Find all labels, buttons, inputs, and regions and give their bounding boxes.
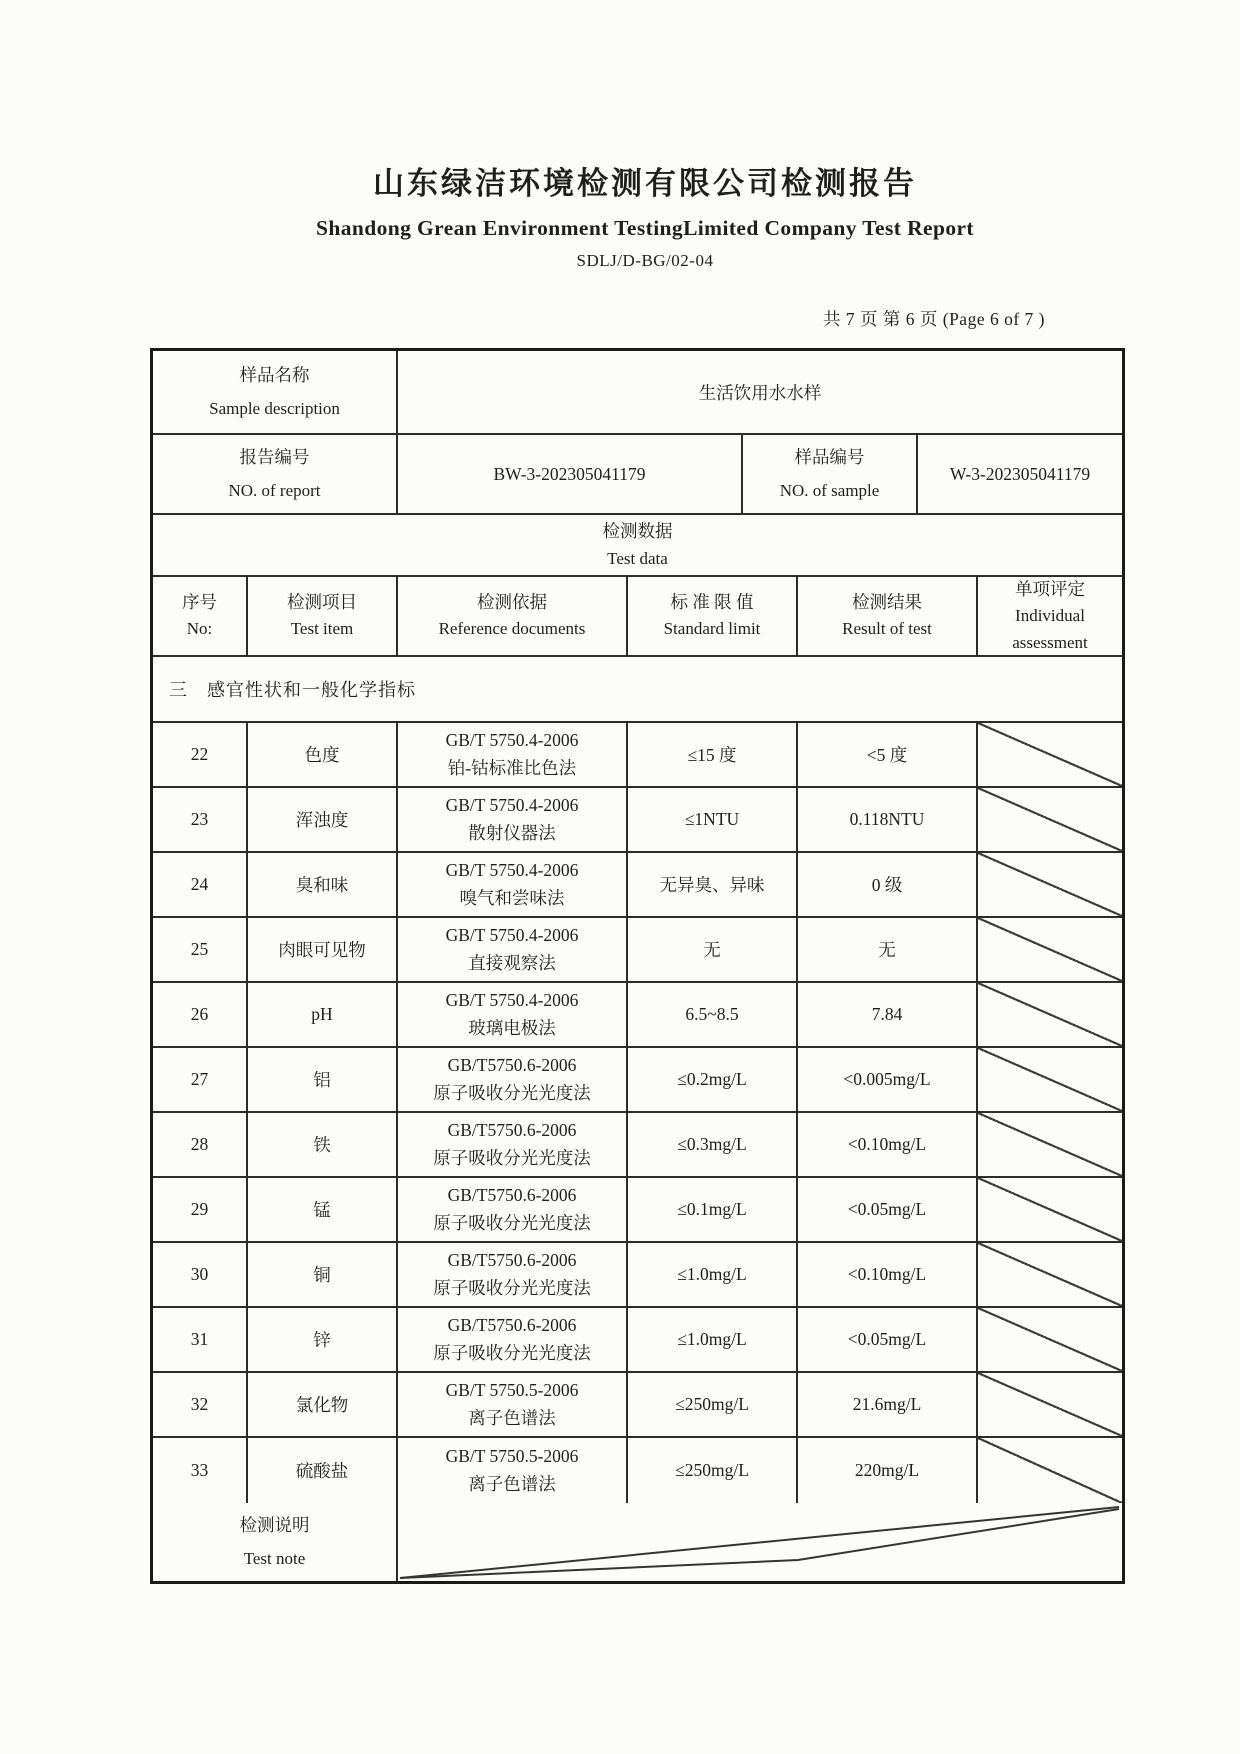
reference-method-text: 原子吸收分光光度法 xyxy=(433,1212,591,1233)
reference-method-text: 嗅气和尝味法 xyxy=(459,887,565,908)
row-no-text: 32 xyxy=(190,1394,209,1414)
reference-documents-cell xyxy=(398,1178,628,1241)
individual-assessment-cell xyxy=(978,723,1122,786)
test-item-cell xyxy=(248,1438,398,1503)
test-result-cell xyxy=(798,1438,978,1503)
reference-standard-text: GB/T5750.6-2006 xyxy=(447,1120,577,1141)
row-no-cell xyxy=(153,918,248,981)
sample-no-label-cell xyxy=(743,435,918,513)
test-item-text: pH xyxy=(311,1004,333,1024)
col-assess-en1: Individual xyxy=(1015,606,1085,626)
section-title: 三 感官性状和一般化学指标 xyxy=(169,680,416,700)
test-item-text: 肉眼可见物 xyxy=(278,940,366,960)
col-limit-en: Standard limit xyxy=(663,619,761,639)
standard-limit-cell xyxy=(628,918,798,981)
table-row xyxy=(153,1243,1122,1308)
test-item-cell xyxy=(248,723,398,786)
standard-limit-text: ≤1.0mg/L xyxy=(677,1329,747,1349)
test-result-text: 220mg/L xyxy=(854,1460,920,1480)
test-result-cell xyxy=(798,1308,978,1371)
test-item-cell xyxy=(248,1113,398,1176)
standard-limit-text: ≤250mg/L xyxy=(675,1394,749,1414)
test-item-cell xyxy=(248,1243,398,1306)
col-ref-cn: 检测依据 xyxy=(477,592,547,613)
table-row xyxy=(153,1308,1122,1373)
test-item-cell xyxy=(248,918,398,981)
test-item-cell xyxy=(248,1048,398,1111)
standard-limit-text: 6.5~8.5 xyxy=(685,1004,739,1024)
col-no-en: No: xyxy=(186,619,213,639)
test-note-label-cell xyxy=(153,1503,398,1581)
individual-assessment-cell xyxy=(978,1373,1122,1436)
test-item-text: 锌 xyxy=(313,1330,331,1350)
standard-limit-cell xyxy=(628,788,798,851)
table-row xyxy=(153,918,1122,983)
sample-no-label-en: NO. of sample xyxy=(779,481,880,501)
test-result-text: 0.118NTU xyxy=(849,809,925,829)
reference-standard-text: GB/T 5750.4-2006 xyxy=(445,860,579,881)
reference-method-text: 原子吸收分光光度法 xyxy=(433,1147,591,1168)
col-header-assessment xyxy=(978,577,1122,655)
test-item-text: 铜 xyxy=(313,1265,331,1285)
row-no-cell xyxy=(153,1373,248,1436)
standard-limit-cell xyxy=(628,1373,798,1436)
col-item-cn: 检测项目 xyxy=(287,592,357,613)
table-row xyxy=(153,1438,1122,1503)
individual-assessment-cell xyxy=(978,1438,1122,1503)
col-assess-cn: 单项评定 xyxy=(1015,579,1085,600)
test-note-row xyxy=(153,1503,1122,1581)
table-row xyxy=(153,1113,1122,1178)
reference-documents-cell xyxy=(398,1048,628,1111)
standard-limit-cell xyxy=(628,1113,798,1176)
report-title-en: Shandong Grean Environment TestingLimited Company Test Report xyxy=(316,216,974,240)
test-result-text: <5 度 xyxy=(866,745,908,765)
standard-limit-text: 无异臭、异味 xyxy=(659,875,765,895)
row-no-text: 24 xyxy=(190,874,209,894)
section-row xyxy=(153,657,1122,723)
test-result-text: 7.84 xyxy=(871,1004,903,1024)
col-ref-en: Reference documents xyxy=(438,619,586,639)
sample-description-label-cell xyxy=(153,351,398,433)
sample-no-value-cell xyxy=(918,435,1122,513)
reference-documents-cell xyxy=(398,1243,628,1306)
table-row xyxy=(153,1048,1122,1113)
document-code: SDLJ/D-BG/02-04 xyxy=(576,251,714,270)
test-report-table xyxy=(150,348,1125,1584)
row-no-cell xyxy=(153,788,248,851)
test-result-cell xyxy=(798,853,978,916)
standard-limit-text: 无 xyxy=(703,940,721,960)
standard-limit-text: ≤0.1mg/L xyxy=(677,1199,747,1219)
individual-assessment-cell xyxy=(978,788,1122,851)
reference-standard-text: GB/T5750.6-2006 xyxy=(447,1315,577,1336)
section-title-cell xyxy=(153,657,1122,721)
sample-description-row xyxy=(153,351,1122,435)
individual-assessment-cell xyxy=(978,918,1122,981)
test-result-cell xyxy=(798,723,978,786)
table-row xyxy=(153,1373,1122,1438)
col-header-no xyxy=(153,577,248,655)
page-indicator: 共 7 页 第 6 页 (Page 6 of 7 ) xyxy=(823,309,1045,329)
sample-description-label-en: Sample description xyxy=(209,399,340,419)
standard-limit-text: ≤1NTU xyxy=(684,809,740,829)
col-header-result xyxy=(798,577,978,655)
reference-standard-text: GB/T 5750.5-2006 xyxy=(445,1446,579,1467)
reference-standard-text: GB/T 5750.4-2006 xyxy=(445,990,579,1011)
reference-method-text: 离子色谱法 xyxy=(468,1407,556,1428)
row-no-cell xyxy=(153,1048,248,1111)
col-result-en: Result of test xyxy=(842,619,932,639)
col-header-reference xyxy=(398,577,628,655)
individual-assessment-cell xyxy=(978,1113,1122,1176)
row-no-cell xyxy=(153,1178,248,1241)
reference-documents-cell xyxy=(398,1438,628,1503)
test-note-label-en: Test note xyxy=(243,1549,306,1569)
row-no-text: 27 xyxy=(190,1069,209,1089)
row-no-text: 26 xyxy=(190,1004,209,1024)
reference-documents-cell xyxy=(398,983,628,1046)
individual-assessment-cell xyxy=(978,1308,1122,1371)
test-result-text: <0.005mg/L xyxy=(843,1069,931,1089)
reference-method-text: 原子吸收分光光度法 xyxy=(433,1082,591,1103)
row-no-text: 23 xyxy=(190,809,209,829)
diagonal-strike-lines xyxy=(398,1503,1122,1581)
reference-documents-cell xyxy=(398,1373,628,1436)
test-data-banner-cell xyxy=(153,515,1122,575)
test-item-cell xyxy=(248,1308,398,1371)
standard-limit-text: ≤250mg/L xyxy=(675,1460,749,1480)
test-result-cell xyxy=(798,1243,978,1306)
standard-limit-cell xyxy=(628,1048,798,1111)
col-header-test-item xyxy=(248,577,398,655)
col-item-en: Test item xyxy=(290,619,354,639)
test-note-value-cell xyxy=(398,1503,1122,1581)
reference-documents-cell xyxy=(398,853,628,916)
reference-documents-cell xyxy=(398,918,628,981)
table-row xyxy=(153,1178,1122,1243)
table-row xyxy=(153,788,1122,853)
test-item-cell xyxy=(248,1373,398,1436)
test-item-cell xyxy=(248,853,398,916)
test-data-label-en: Test data xyxy=(607,549,668,569)
test-item-text: 锰 xyxy=(313,1200,331,1220)
row-no-cell xyxy=(153,983,248,1046)
sample-no-value: W-3-202305041179 xyxy=(949,463,1091,484)
test-result-text: 0 级 xyxy=(871,875,903,895)
report-no-value-cell xyxy=(398,435,743,513)
report-title-cn: 山东绿洁环境检测有限公司检测报告 xyxy=(373,166,917,201)
row-no-cell xyxy=(153,1308,248,1371)
sample-description-value: 生活饮用水水样 xyxy=(698,382,822,403)
reference-method-text: 原子吸收分光光度法 xyxy=(433,1277,591,1298)
reference-documents-cell xyxy=(398,723,628,786)
individual-assessment-cell xyxy=(978,1048,1122,1111)
table-row xyxy=(153,723,1122,788)
reference-method-text: 玻璃电极法 xyxy=(468,1017,556,1038)
row-no-text: 28 xyxy=(190,1134,209,1154)
test-result-text: 21.6mg/L xyxy=(852,1394,922,1414)
test-result-text: <0.10mg/L xyxy=(847,1134,927,1154)
table-row xyxy=(153,983,1122,1048)
reference-standard-text: GB/T 5750.4-2006 xyxy=(445,795,579,816)
standard-limit-text: ≤15 度 xyxy=(687,745,737,765)
test-item-cell xyxy=(248,788,398,851)
standard-limit-cell xyxy=(628,853,798,916)
reference-standard-text: GB/T 5750.5-2006 xyxy=(445,1380,579,1401)
test-result-text: <0.10mg/L xyxy=(847,1264,927,1284)
test-item-text: 铁 xyxy=(313,1135,331,1155)
test-item-cell xyxy=(248,983,398,1046)
report-no-label-en: NO. of report xyxy=(228,481,321,501)
individual-assessment-cell xyxy=(978,983,1122,1046)
row-no-cell xyxy=(153,723,248,786)
row-no-text: 22 xyxy=(190,744,209,764)
row-no-text: 25 xyxy=(190,939,209,959)
report-number-row xyxy=(153,435,1122,515)
reference-standard-text: GB/T 5750.4-2006 xyxy=(445,730,579,751)
standard-limit-cell xyxy=(628,983,798,1046)
test-item-text: 色度 xyxy=(304,745,340,765)
standard-limit-cell xyxy=(628,1308,798,1371)
report-no-label-cell xyxy=(153,435,398,513)
test-item-text: 铝 xyxy=(313,1070,331,1090)
row-no-text: 30 xyxy=(190,1264,209,1284)
col-no-cn: 序号 xyxy=(182,592,217,613)
row-no-cell xyxy=(153,1113,248,1176)
individual-assessment-cell xyxy=(978,1243,1122,1306)
sample-no-label-cn: 样品编号 xyxy=(794,447,865,468)
standard-limit-text: ≤1.0mg/L xyxy=(677,1264,747,1284)
table-row xyxy=(153,853,1122,918)
test-result-cell xyxy=(798,1373,978,1436)
col-assess-en2: assessment xyxy=(1012,632,1088,652)
test-item-cell xyxy=(248,1178,398,1241)
standard-limit-cell xyxy=(628,1438,798,1503)
reference-method-text: 铂-钴标准比色法 xyxy=(447,757,577,778)
sample-description-label-cn: 样品名称 xyxy=(239,365,310,386)
test-item-text: 臭和味 xyxy=(295,875,349,895)
test-note-label-cn: 检测说明 xyxy=(239,1515,310,1536)
test-result-text: <0.05mg/L xyxy=(847,1329,927,1349)
reference-standard-text: GB/T5750.6-2006 xyxy=(447,1055,577,1076)
test-item-text: 浑浊度 xyxy=(295,810,349,830)
row-no-text: 29 xyxy=(190,1199,209,1219)
sample-description-value-cell xyxy=(398,351,1122,433)
test-result-cell xyxy=(798,1113,978,1176)
standard-limit-cell xyxy=(628,723,798,786)
row-no-cell xyxy=(153,853,248,916)
individual-assessment-cell xyxy=(978,853,1122,916)
reference-method-text: 原子吸收分光光度法 xyxy=(433,1342,591,1363)
col-result-cn: 检测结果 xyxy=(852,592,922,613)
data-rows-container xyxy=(153,723,1122,1503)
col-header-standard-limit xyxy=(628,577,798,655)
reference-documents-cell xyxy=(398,1113,628,1176)
reference-documents-cell xyxy=(398,1308,628,1371)
test-result-text: 无 xyxy=(878,940,896,960)
reference-method-text: 散射仪器法 xyxy=(468,822,556,843)
test-data-label-cn: 检测数据 xyxy=(602,521,673,542)
test-result-cell xyxy=(798,983,978,1046)
test-result-cell xyxy=(798,1048,978,1111)
standard-limit-text: ≤0.2mg/L xyxy=(677,1069,747,1089)
col-limit-cn: 标 准 限 值 xyxy=(670,592,754,613)
test-item-text: 氯化物 xyxy=(295,1395,349,1415)
reference-standard-text: GB/T5750.6-2006 xyxy=(447,1250,577,1271)
individual-assessment-cell xyxy=(978,1178,1122,1241)
reference-method-text: 离子色谱法 xyxy=(468,1473,556,1494)
standard-limit-text: ≤0.3mg/L xyxy=(677,1134,747,1154)
standard-limit-cell xyxy=(628,1178,798,1241)
reference-standard-text: GB/T5750.6-2006 xyxy=(447,1185,577,1206)
row-no-text: 33 xyxy=(190,1460,209,1480)
test-result-cell xyxy=(798,788,978,851)
row-no-text: 31 xyxy=(190,1329,209,1349)
report-no-label-cn: 报告编号 xyxy=(239,447,310,468)
report-no-value: BW-3-202305041179 xyxy=(493,463,646,484)
reference-standard-text: GB/T 5750.4-2006 xyxy=(445,925,579,946)
column-header-row xyxy=(153,577,1122,657)
standard-limit-cell xyxy=(628,1243,798,1306)
test-data-banner-row xyxy=(153,515,1122,577)
row-no-cell xyxy=(153,1243,248,1306)
test-item-text: 硫酸盐 xyxy=(295,1461,349,1481)
report-heading xyxy=(50,158,1240,271)
test-result-text: <0.05mg/L xyxy=(847,1199,927,1219)
reference-documents-cell xyxy=(398,788,628,851)
test-result-cell xyxy=(798,1178,978,1241)
test-result-cell xyxy=(798,918,978,981)
row-no-cell xyxy=(153,1438,248,1503)
reference-method-text: 直接观察法 xyxy=(468,952,556,973)
